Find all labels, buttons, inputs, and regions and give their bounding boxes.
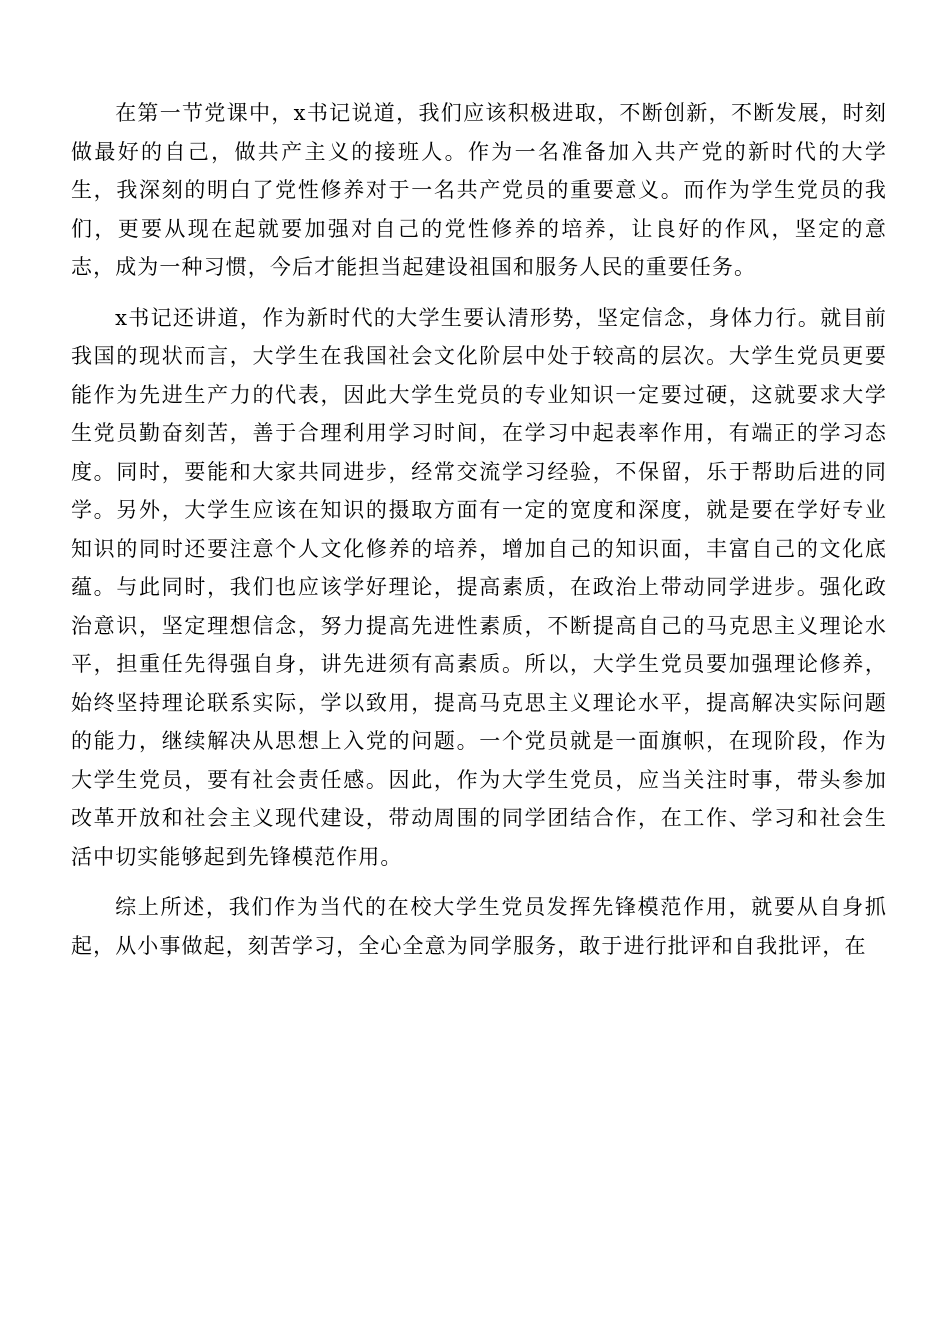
- paragraph-1: 在第一节党课中，x书记说道，我们应该积极进取，不断创新，不断发展，时刻做最好的自己，做共产主义的接班人。作为一名准备加入共产党的新时代的大学生，我深刻的明白了党性修养对于一名共产党员的重要意义。而作为学生党员的我们，更要从现在起就要加强对自己的党性修养的培养，让良好的作风，坚定的意志，成为一种习惯，今后才能担当起建设祖国和服务人民的重要任务。: [71, 101, 887, 279]
- paragraph-3: 综上所述，我们作为当代的在校大学生党员发挥先锋模范作用，就要从自身抓起，从小事做起，刻苦学习，全心全意为同学服务，敢于进行批评和自我批评，在: [71, 895, 887, 958]
- document-body: [71, 94, 887, 977]
- paragraph-2: x书记还讲道，作为新时代的大学生要认清形势，坚定信念，身体力行。就目前我国的现状而言，大学生在我国社会文化阶层中处于较高的层次。大学生党员更要能作为先进生产力的代表，因此大学生党员的专业知识一定要过硬，这就要求大学生党员勤奋刻苦，善于合理利用学习时间，在学习中起表率作用，有端正的学习态度。同时，要能和大家共同进步，经常交流学习经验，不保留，乐于帮助后进的同学。另外，大学生应该在知识的摄取方面有一定的宽度和深度，就是要在学好专业知识的同时还要注意个人文化修养的培养，增加自己的知识面，丰富自己的文化底蕴。与此同时，我们也应该学好理论，提高素质，在政治上带动同学进步。强化政治意识，坚定理想信念，努力提高先进性素质，不断提高自己的马克思主义理论水平，担重任先得强自身，讲先进须有高素质。所以，大学生党员要加强理论修养，始终坚持理论联系实际，学以致用，提高马克思主义理论水平，提高解决实际问题的能力，继续解决从思想上入党的问题。一个党员就是一面旗帜，在现阶段，作为大学生党员，要有社会责任感。因此，作为大学生党员，应当关注时事，带头参加改革开放和社会主义现代建设，带动周围的同学团结合作，在工作、学习和社会生活中切实能够起到先锋模范作用。: [71, 305, 887, 869]
